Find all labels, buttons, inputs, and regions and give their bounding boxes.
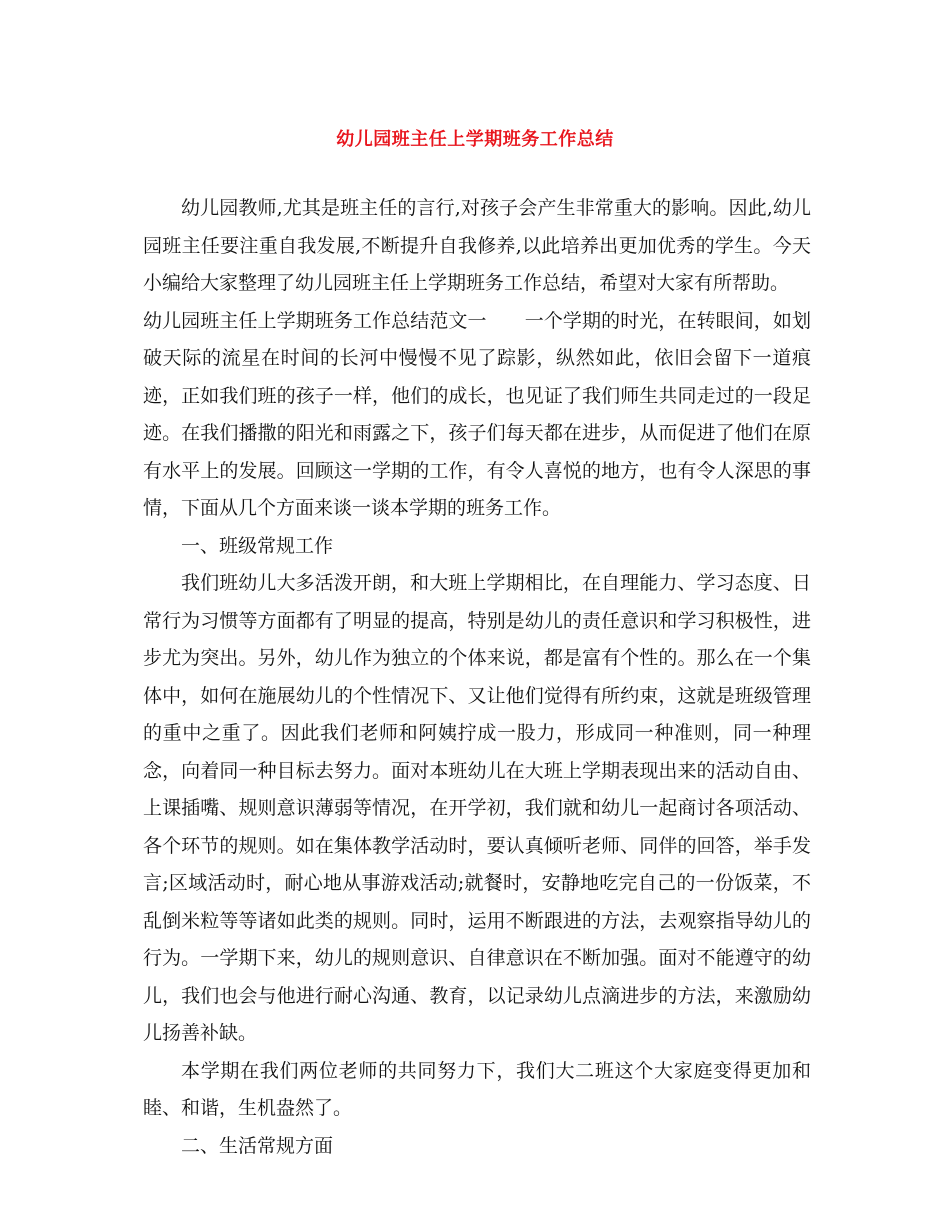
paragraph: 我们班幼儿大多活泼开朗，和大班上学期相比，在自理能力、学习态度、日常行为习惯等方面都有了明显的提高，特别是幼儿的责任意识和学习积极性，进步尤为突出。另外，幼儿作为独立的个体来说，都是富有个性的。那么在一个集体中，如何在施展幼儿的个性情况下、又让他们觉得有所约束，这就是班级管理的重中之重了。因此我们老师和阿姨拧成一股力，形成同一种准则，同一种理念，向着同一种目标去努力。面对本班幼儿在大班上学期表现出来的活动自由、上课插嘴、规则意识薄弱等情况，在开学初，我们就和幼儿一起商讨各项活动、各个环节的规则。如在集体教学活动时，要认真倾听老师、同伴的回答，举手发言;区域活动时，耐心地从事游戏活动;就餐时，安静地吃完自己的一份饭菜，不乱倒米粒等等诸如此类的规则。同时，运用不断跟进的方法，去观察指导幼儿的行为。一学期下来，幼儿的规则意识、自律意识在不断加强。面对不能遵守的幼儿，我们也会与他进行耐心沟通、教育，以记录幼儿点滴进步的方法，来激励幼儿扬善补缺。 [143, 572, 811, 1044]
paragraph: 幼儿园教师,尤其是班主任的言行,对孩子会产生非常重大的影响。因此,幼儿园班主任要注重自我发展,不断提升自我修养,以此培养出更加优秀的学生。今天小编给大家整理了幼儿园班主任上学期班务工作总结，希望对大家有所帮助。 [143, 197, 811, 294]
paragraph: 一、班级常规工作 [181, 534, 334, 557]
paragraph: 幼儿园班主任上学期班务工作总结范文一 一个学期的时光，在转眼间，如划破天际的流星在时间的长河中慢慢不见了踪影，纵然如此，依旧会留下一道痕迹，正如我们班的孩子一样，他们的成长，也见证了我们师生共同走过的一段足迹。在我们播撒的阳光和雨露之下，孩子们每天都在进步，从而促进了他们在原有水平上的发展。回顾这一学期的工作，有令人喜悦的地方，也有令人深思的事情，下面从几个方面来谈一谈本学期的班务工作。 [143, 309, 811, 519]
paragraph: 二、生活常规方面 [181, 1134, 334, 1157]
paragraph: 本学期在我们两位老师的共同努力下，我们大二班这个大家庭变得更加和睦、和谐，生机盎然了。 [143, 1059, 811, 1119]
document-body [143, 190, 811, 1165]
document-title: 幼儿园班主任上学期班务工作总结 [336, 129, 614, 150]
